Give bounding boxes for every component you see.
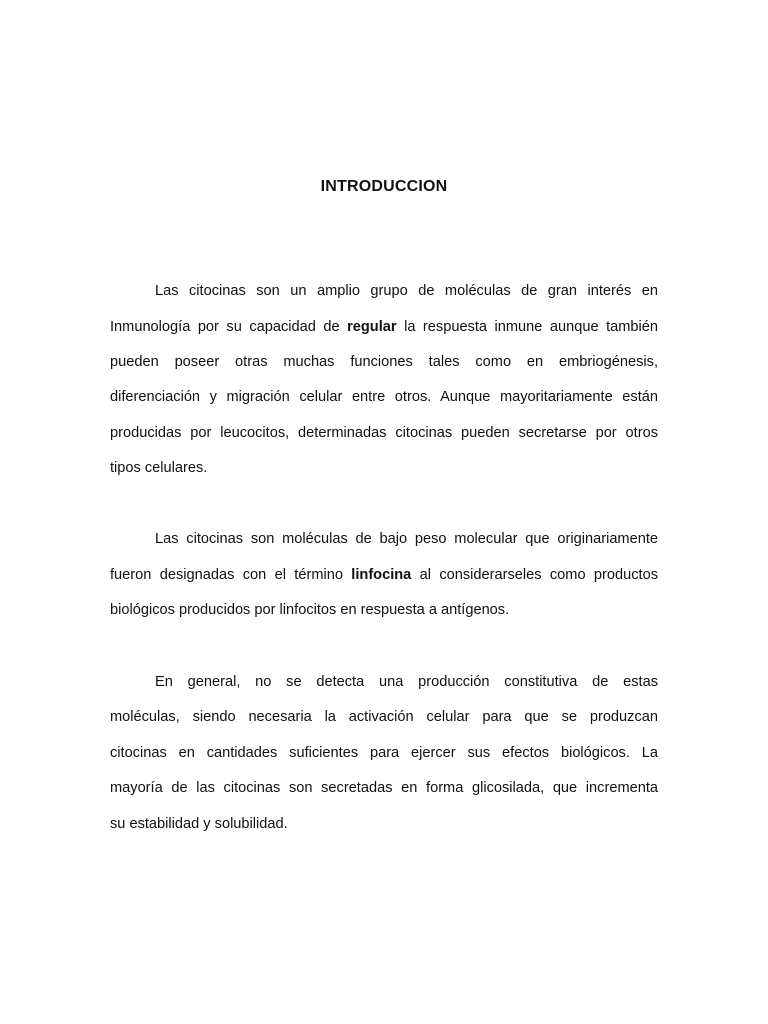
paragraph-3-line-4: mayoría de las citocinas son secretadas en forma glicosilada, que incrementa (110, 780, 658, 796)
text-run: la respuesta inmune aunque también (396, 319, 658, 335)
paragraph-1-line-5: producidas por leucocitos, determinadas citocinas pueden secretarse por otros (110, 425, 658, 441)
paragraph-2-line-1: Las citocinas son moléculas de bajo peso molecular que originariamente (155, 531, 658, 547)
paragraph-1-line-6: tipos celulares. (110, 460, 208, 476)
page-title: INTRODUCCION (320, 178, 448, 195)
text-run: fueron designadas con el término (110, 567, 352, 583)
paragraph-3-line-1: En general, no se detecta una producción constitutiva de estas (155, 674, 658, 690)
paragraph-3-line-5: su estabilidad y solubilidad. (110, 816, 288, 832)
bold-term-regular: regular (347, 319, 397, 335)
paragraph-1-line-3: pueden poseer otras muchas funciones tales como en embriogénesis, (110, 354, 658, 370)
paragraph-2-line-3: biológicos producidos por linfocitos en respuesta a antígenos. (110, 602, 510, 618)
paragraph-3-line-3: citocinas en cantidades suficientes para ejercer sus efectos biológicos. La (110, 745, 658, 761)
paragraph-2-line-2 (110, 565, 658, 585)
text-run: Inmunología por su capacidad de (110, 319, 348, 335)
paragraph-3-line-2: moléculas, siendo necesaria la activación celular para que se produzcan (110, 709, 658, 725)
paragraph-1-line-2 (110, 317, 658, 337)
paragraph-1-line-4: diferenciación y migración celular entre otros. Aunque mayoritariamente están (110, 389, 658, 405)
paragraph-1-line-1: Las citocinas son un amplio grupo de moléculas de gran interés en (155, 283, 658, 299)
text-run: al considerarseles como productos (411, 567, 659, 583)
bold-term-linfocina: linfocina (351, 567, 412, 583)
